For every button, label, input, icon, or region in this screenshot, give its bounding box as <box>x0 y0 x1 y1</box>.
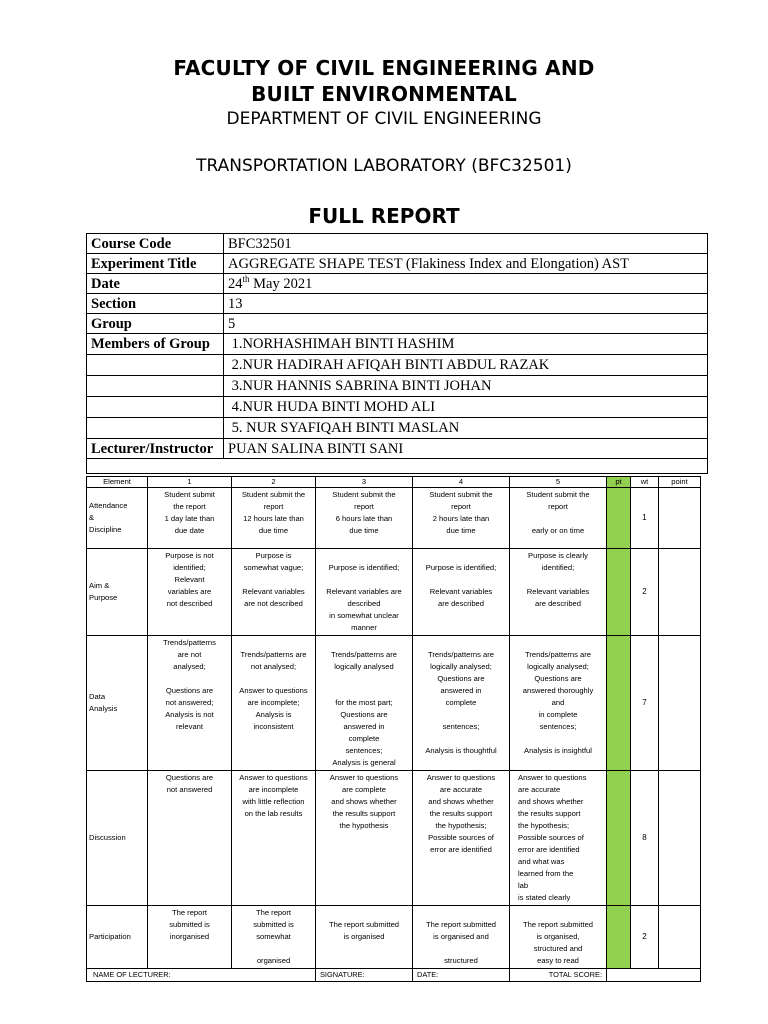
date-label: Date <box>87 274 224 294</box>
pt-score-cell[interactable] <box>607 771 631 906</box>
section-label: Section <box>87 294 224 314</box>
pt-score-cell[interactable] <box>607 636 631 771</box>
info-row-section <box>87 294 708 314</box>
rubric-table <box>86 476 701 982</box>
info-row-member <box>87 376 708 397</box>
rubric-cell: The report submitted is somewhat organised <box>232 906 316 969</box>
rubric-cell: Trends/patterns are not analysed; Answer to questions are incomplete; Analysis is inconsistent <box>232 636 316 771</box>
rubric-cell: Trends/patterns are logically analysed for the most part; Questions are answered in complete sentences; Analysis is general <box>316 636 413 771</box>
rubric-cell: Purpose is not identified; Relevant variables are not described <box>148 549 232 636</box>
rubric-cell: Answer to questions are incomplete with little reflection on the lab results <box>232 771 316 906</box>
point-cell[interactable] <box>659 549 701 636</box>
rubric-cell: Student submit the report 2 hours late than due time <box>413 488 510 549</box>
rubric-element: Participation <box>87 906 148 969</box>
info-row-lecturer <box>87 439 708 459</box>
rubric-cell: Purpose is identified; Relevant variables are described in somewhat unclear manner <box>316 549 413 636</box>
rubric-header-2: 2 <box>232 477 316 488</box>
rubric-cell: Student submit the report 12 hours late than due time <box>232 488 316 549</box>
pt-score-cell[interactable] <box>607 488 631 549</box>
weight-value: 2 <box>631 549 659 636</box>
info-row-member <box>87 397 708 418</box>
faculty-title-line1: FACULTY OF CIVIL ENGINEERING AND <box>173 56 595 80</box>
pt-score-cell[interactable] <box>607 549 631 636</box>
info-row-experiment <box>87 254 708 274</box>
rubric-row-aim <box>87 549 701 636</box>
lecturer-name-field[interactable]: NAME OF LECTURER: <box>87 969 316 982</box>
rubric-header-5: 5 <box>510 477 607 488</box>
info-row-group <box>87 314 708 334</box>
section-value: 13 <box>224 294 708 314</box>
weight-value: 1 <box>631 488 659 549</box>
date-day: 24 <box>228 275 243 292</box>
info-row-blank <box>87 459 708 474</box>
info-table <box>86 233 708 474</box>
point-cell[interactable] <box>659 906 701 969</box>
rubric-row-attendance <box>87 488 701 549</box>
date-suffix: th <box>242 273 250 284</box>
rubric-cell: Purpose is identified; Relevant variables are described <box>413 549 510 636</box>
member-name: 1.NORHASHIMAH BINTI HASHIM <box>224 334 708 355</box>
rubric-cell: The report submitted is inorganised <box>148 906 232 969</box>
info-row-member <box>87 418 708 439</box>
rubric-header-wt: wt <box>631 477 659 488</box>
group-value: 5 <box>224 314 708 334</box>
member-name: 2.NUR HADIRAH AFIQAH BINTI ABDUL RAZAK <box>224 355 708 376</box>
rubric-element: Attendance & Discipline <box>87 488 148 549</box>
info-row-member <box>87 355 708 376</box>
rubric-footer-row <box>87 969 701 982</box>
rubric-header-point: point <box>659 477 701 488</box>
member-name: 3.NUR HANNIS SABRINA BINTI JOHAN <box>224 376 708 397</box>
rubric-cell: Answer to questions are complete and shows whether the results support the hypothesis <box>316 771 413 906</box>
lab-title: TRANSPORTATION LABORATORY (BFC32501) <box>196 156 572 176</box>
weight-value: 2 <box>631 906 659 969</box>
date-field[interactable]: DATE: <box>413 969 510 982</box>
rubric-cell: Purpose is somewhat vague; Relevant variables are not described <box>232 549 316 636</box>
date-value <box>224 274 708 294</box>
rubric-cell: The report submitted is organised, structured and easy to read <box>510 906 607 969</box>
rubric-row-discussion <box>87 771 701 906</box>
report-title: FULL REPORT <box>308 204 460 228</box>
faculty-title-line2: BUILT ENVIRONMENTAL <box>251 82 517 106</box>
course-code-label: Course Code <box>87 234 224 254</box>
rubric-header-4: 4 <box>413 477 510 488</box>
rubric-header-1: 1 <box>148 477 232 488</box>
rubric-header-3: 3 <box>316 477 413 488</box>
rubric-row-data-analysis <box>87 636 701 771</box>
member-name: 4.NUR HUDA BINTI MOHD ALI <box>224 397 708 418</box>
rubric-element: Discussion <box>87 771 148 906</box>
point-cell[interactable] <box>659 636 701 771</box>
rubric-cell: The report submitted is organised and structured <box>413 906 510 969</box>
rubric-cell: Student submit the report 6 hours late than due time <box>316 488 413 549</box>
rubric-cell: Answer to questions are accurate and shows whether the results support the hypothesis; Possible sources of error are identified and what was learned from the lab is stated clearly <box>510 771 607 906</box>
point-cell[interactable] <box>659 771 701 906</box>
rubric-row-participation <box>87 906 701 969</box>
group-label: Group <box>87 314 224 334</box>
department-title: DEPARTMENT OF CIVIL ENGINEERING <box>226 109 542 129</box>
rubric-element: Aim & Purpose <box>87 549 148 636</box>
experiment-label: Experiment Title <box>87 254 224 274</box>
rubric-header-element: Element <box>87 477 148 488</box>
weight-value: 7 <box>631 636 659 771</box>
lecturer-value: PUAN SALINA BINTI SANI <box>224 439 708 459</box>
total-score-field[interactable] <box>607 969 701 982</box>
rubric-cell: Trends/patterns are not analysed; Questions are not answered; Analysis is not relevant <box>148 636 232 771</box>
course-code-value: BFC32501 <box>224 234 708 254</box>
rubric-cell: Questions are not answered <box>148 771 232 906</box>
rubric-cell: Student submit the report early or on time <box>510 488 607 549</box>
date-month-year: May 2021 <box>249 275 313 292</box>
rubric-cell: Answer to questions are accurate and shows whether the results support the hypothesis; Possible sources of error are identified <box>413 771 510 906</box>
info-row-date <box>87 274 708 294</box>
rubric-cell: Student submit the report 1 day late than due date <box>148 488 232 549</box>
rubric-cell: Trends/patterns are logically analysed; Questions are answered thoroughly and in complete sentences; Analysis is insightful <box>510 636 607 771</box>
member-name: 5. NUR SYAFIQAH BINTI MASLAN <box>224 418 708 439</box>
rubric-cell: Purpose is clearly identified; Relevant variables are described <box>510 549 607 636</box>
rubric-header-pt: pt <box>607 477 631 488</box>
info-row-course-code <box>87 234 708 254</box>
info-row-member <box>87 334 708 355</box>
lecturer-label: Lecturer/Instructor <box>87 439 224 459</box>
signature-field[interactable]: SIGNATURE: <box>316 969 413 982</box>
rubric-element: Data Analysis <box>87 636 148 771</box>
experiment-value: AGGREGATE SHAPE TEST (Flakiness Index and Elongation) AST <box>224 254 708 274</box>
weight-value: 8 <box>631 771 659 906</box>
rubric-cell: The report submitted is organised <box>316 906 413 969</box>
point-cell[interactable] <box>659 488 701 549</box>
total-score-label: TOTAL SCORE: <box>510 969 607 982</box>
members-label: Members of Group <box>87 334 224 355</box>
pt-score-cell[interactable] <box>607 906 631 969</box>
rubric-cell: Trends/patterns are logically analysed; Questions are answered in complete sentences; Analysis is thoughtful <box>413 636 510 771</box>
rubric-header-row <box>87 477 701 488</box>
